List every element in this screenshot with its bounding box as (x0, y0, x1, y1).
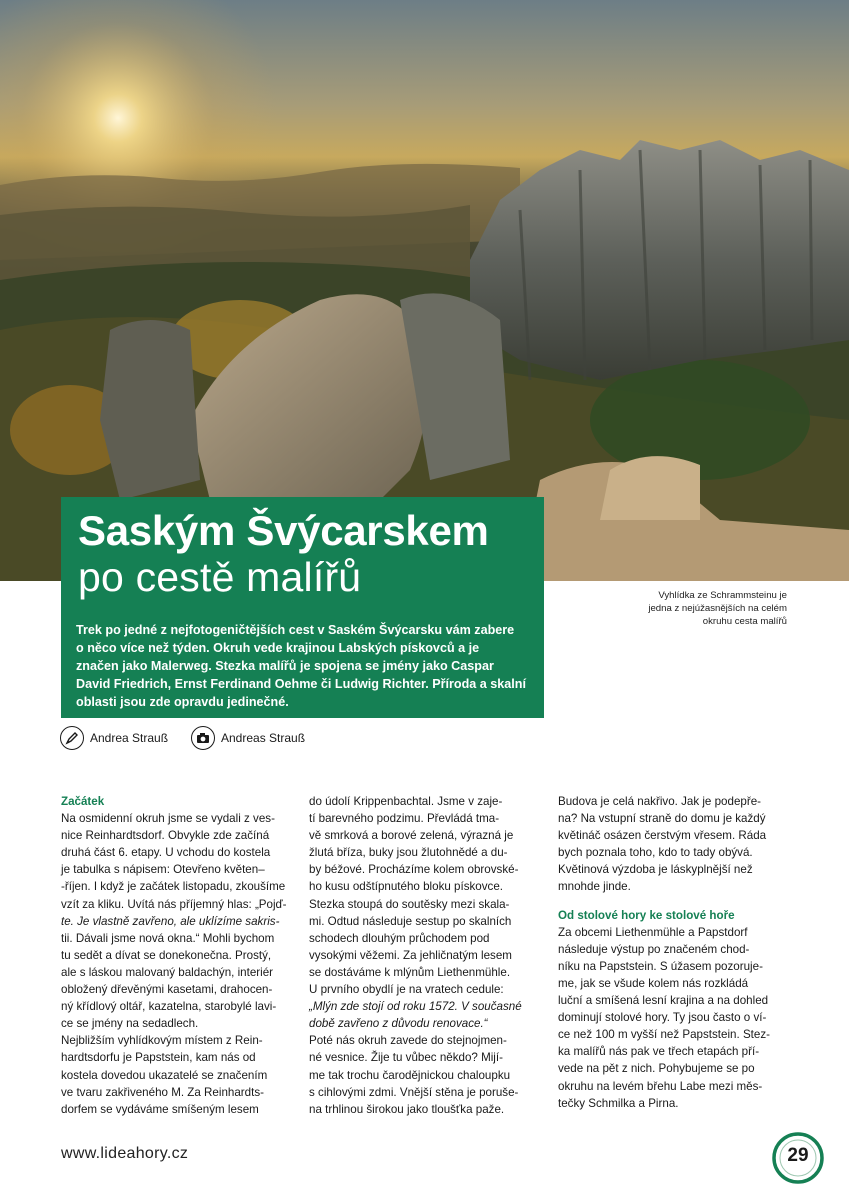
text-line: ho kusu odštípnutého bloku pískovce. (309, 880, 504, 894)
text-line: Na osmidenní okruh jsme se vydali z ves- (61, 812, 275, 826)
lead-line: oblasti jsou zde opravdu jedinečné. (76, 695, 289, 709)
text-line: vzít za kliku. Uvítá nás příjemný hlas: „Pojď- (61, 897, 287, 911)
text-line: tu sedět a dívat se donekonečna. Prostý, (61, 948, 272, 962)
lead-line: David Friedrich, Ernst Ferdinand Oehme či Ludwig Richter. Příroda a skalní (76, 677, 526, 691)
section-heading: Začátek (61, 795, 105, 808)
text-line: ka malířů nás pak ve třech etapách pří- (558, 1045, 760, 1059)
pen-icon (60, 726, 84, 750)
article-subtitle: po cestě malířů (78, 554, 362, 600)
author-name: Andrea Strauß (90, 731, 169, 745)
page-number: 29 (787, 1145, 809, 1166)
text-line: me tak trochu čarodějnickou chaloupku (309, 1068, 511, 1082)
paragraph-gap (558, 896, 790, 907)
text-line: tečky Schmilka a Pirna. (558, 1096, 679, 1110)
text-line: me, jak se všude kolem nás rozkládá (558, 976, 749, 990)
text-line: schodech dlouhým průchodem pod (309, 931, 490, 945)
text-line: U prvního obydlí je na vratech cedule: (309, 983, 504, 997)
text-line: následuje výstup po značeném chod- (558, 942, 750, 956)
camera-icon (191, 726, 215, 750)
text-line: Poté nás okruh zavede do stejnojmen- (309, 1034, 507, 1048)
text-line: Za obcemi Liethenmühle a Papstdorf (558, 925, 748, 939)
text-line: ve tvaru zakřiveného M. Za Reinhardts- (61, 1085, 264, 1099)
text-line: níku na Papststein. S úžasem pozoruje- (558, 959, 763, 973)
landscape-illustration (0, 0, 849, 581)
text-column-2 (309, 793, 541, 1118)
text-line: na? Na vstupní straně do domu je každý (558, 812, 766, 826)
text-line: tí barevného podzimu. Převládá tma- (309, 812, 500, 826)
text-line: Květinová výzdoba je láskyplnější než (558, 863, 753, 877)
text-line: ale s láskou malovaný baldachýn, interiér (61, 965, 274, 979)
photographer-name: Andreas Strauß (221, 731, 306, 745)
text-line: květináč osázen čerstvým vřesem. Ráda (558, 829, 767, 843)
text-line: vě smrková a borové zelená, výrazná je (309, 829, 514, 843)
text-line: tii. Dávali jsme nová okna.“ Mohli bychom (61, 931, 275, 945)
caption-line: Vyhlídka ze Schrammsteinu je (658, 590, 787, 601)
lead-line: Trek po jedné z nejfotogeničtějších cest v Saském Švýcarsku vám zabere (76, 623, 515, 637)
text-line: ný křídlový oltář, kazatelna, starobylé lavi- (61, 1000, 277, 1014)
caption-line: jedna z nejúžasnějších na celém (648, 603, 787, 614)
title-box (61, 497, 544, 718)
text-line: Stezka stoupá do soutěsky mezi skala- (309, 897, 510, 911)
text-line: dorfem se vydáváme smíšeným lesem (61, 1102, 259, 1116)
text-line: né vesnice. Žije tu vůbec někdo? Mijí- (309, 1051, 503, 1065)
photographer-credit (191, 726, 305, 750)
text-line: se dostáváme k mlýnům Liethenmühle. (309, 965, 511, 979)
lead-paragraph (76, 621, 536, 711)
website-url[interactable]: www.lideahory.cz (61, 1145, 189, 1162)
text-line: s cihlovými zdmi. Vnější stěna je poruše- (309, 1085, 519, 1099)
text-line: Budova je celá nakřivo. Jak je podepře- (558, 795, 762, 808)
lead-line: o něco více než týden. Okruh vede krajinou Labských pískovců a je (76, 641, 480, 655)
text-line: luční a smíšená lesní krajina a na dohled (558, 994, 769, 1008)
text-column-3 (558, 793, 790, 1112)
text-line: vysokými věžemi. Za jehličnatým lesem (309, 948, 512, 962)
text-line: je tabulka s nápisem: Otevřeno květen– (61, 863, 265, 877)
photo-caption (587, 589, 787, 628)
text-line: okruhu na levém břehu Labe mezi měs- (558, 1079, 763, 1093)
article-title: Saským Švýcarskem (78, 507, 489, 554)
text-line: vede na pět z nich. Pohybujeme se po (558, 1062, 755, 1076)
hero-photo (0, 0, 849, 581)
text-line: „Mlýn zde stojí od roku 1572. V současné (309, 1000, 522, 1014)
text-line: mnohde jinde. (558, 880, 631, 894)
text-line: hardtsdorfu je Papststein, kam nás od (61, 1051, 256, 1065)
text-line: na trhlinou širokou jako tloušťka paže. (309, 1102, 505, 1116)
text-column-1 (61, 793, 293, 1118)
text-line: Nejbližším vyhlídkovým místem z Rein- (61, 1034, 263, 1048)
text-line: žlutá bříza, buky jsou žlutohnědé a du- (309, 846, 508, 860)
text-line: bych poznala toho, kdo to tady obývá. (558, 846, 753, 860)
text-line: druhá část 6. etapy. U vchodu do kostela (61, 846, 271, 860)
text-line: ce než 100 m vyšší než Papststein. Stez- (558, 1028, 771, 1042)
text-line: nice Reinhardtsdorf. Obvykle zde začíná (61, 829, 270, 843)
text-line: mi. Odtud následuje sestup po skalních (309, 914, 512, 928)
text-line: dominují stolové hory. Ty jsou často o ví- (558, 1011, 767, 1025)
text-line: kostela dovedou ukazatelé se značením (61, 1068, 268, 1082)
text-line: do údolí Krippenbachtal. Jsme v zaje- (309, 795, 503, 808)
text-line: obložený dřevěnými kasetami, drahocen- (61, 983, 273, 997)
text-line: by béžové. Procházíme kolem obrovské- (309, 863, 519, 877)
caption-line: okruhu cesta malířů (702, 616, 787, 627)
lead-line: značen jako Malerweg. Stezka malířů je spojena se jmény jako Caspar (76, 659, 494, 673)
author-credit (60, 726, 168, 750)
text-line: -říjen. I když je začátek listopadu, zkoušíme (61, 880, 286, 894)
text-line: te. Je vlastně zavřeno, ale uklízíme sakris- (61, 914, 280, 928)
text-line: ce se jmény na sedadlech. (61, 1017, 199, 1031)
section-heading: Od stolové hory ke stolové hoře (558, 908, 735, 922)
page-number-badge (768, 1128, 828, 1188)
text-line: době zavřeno z důvodu renovace.“ (309, 1017, 488, 1031)
